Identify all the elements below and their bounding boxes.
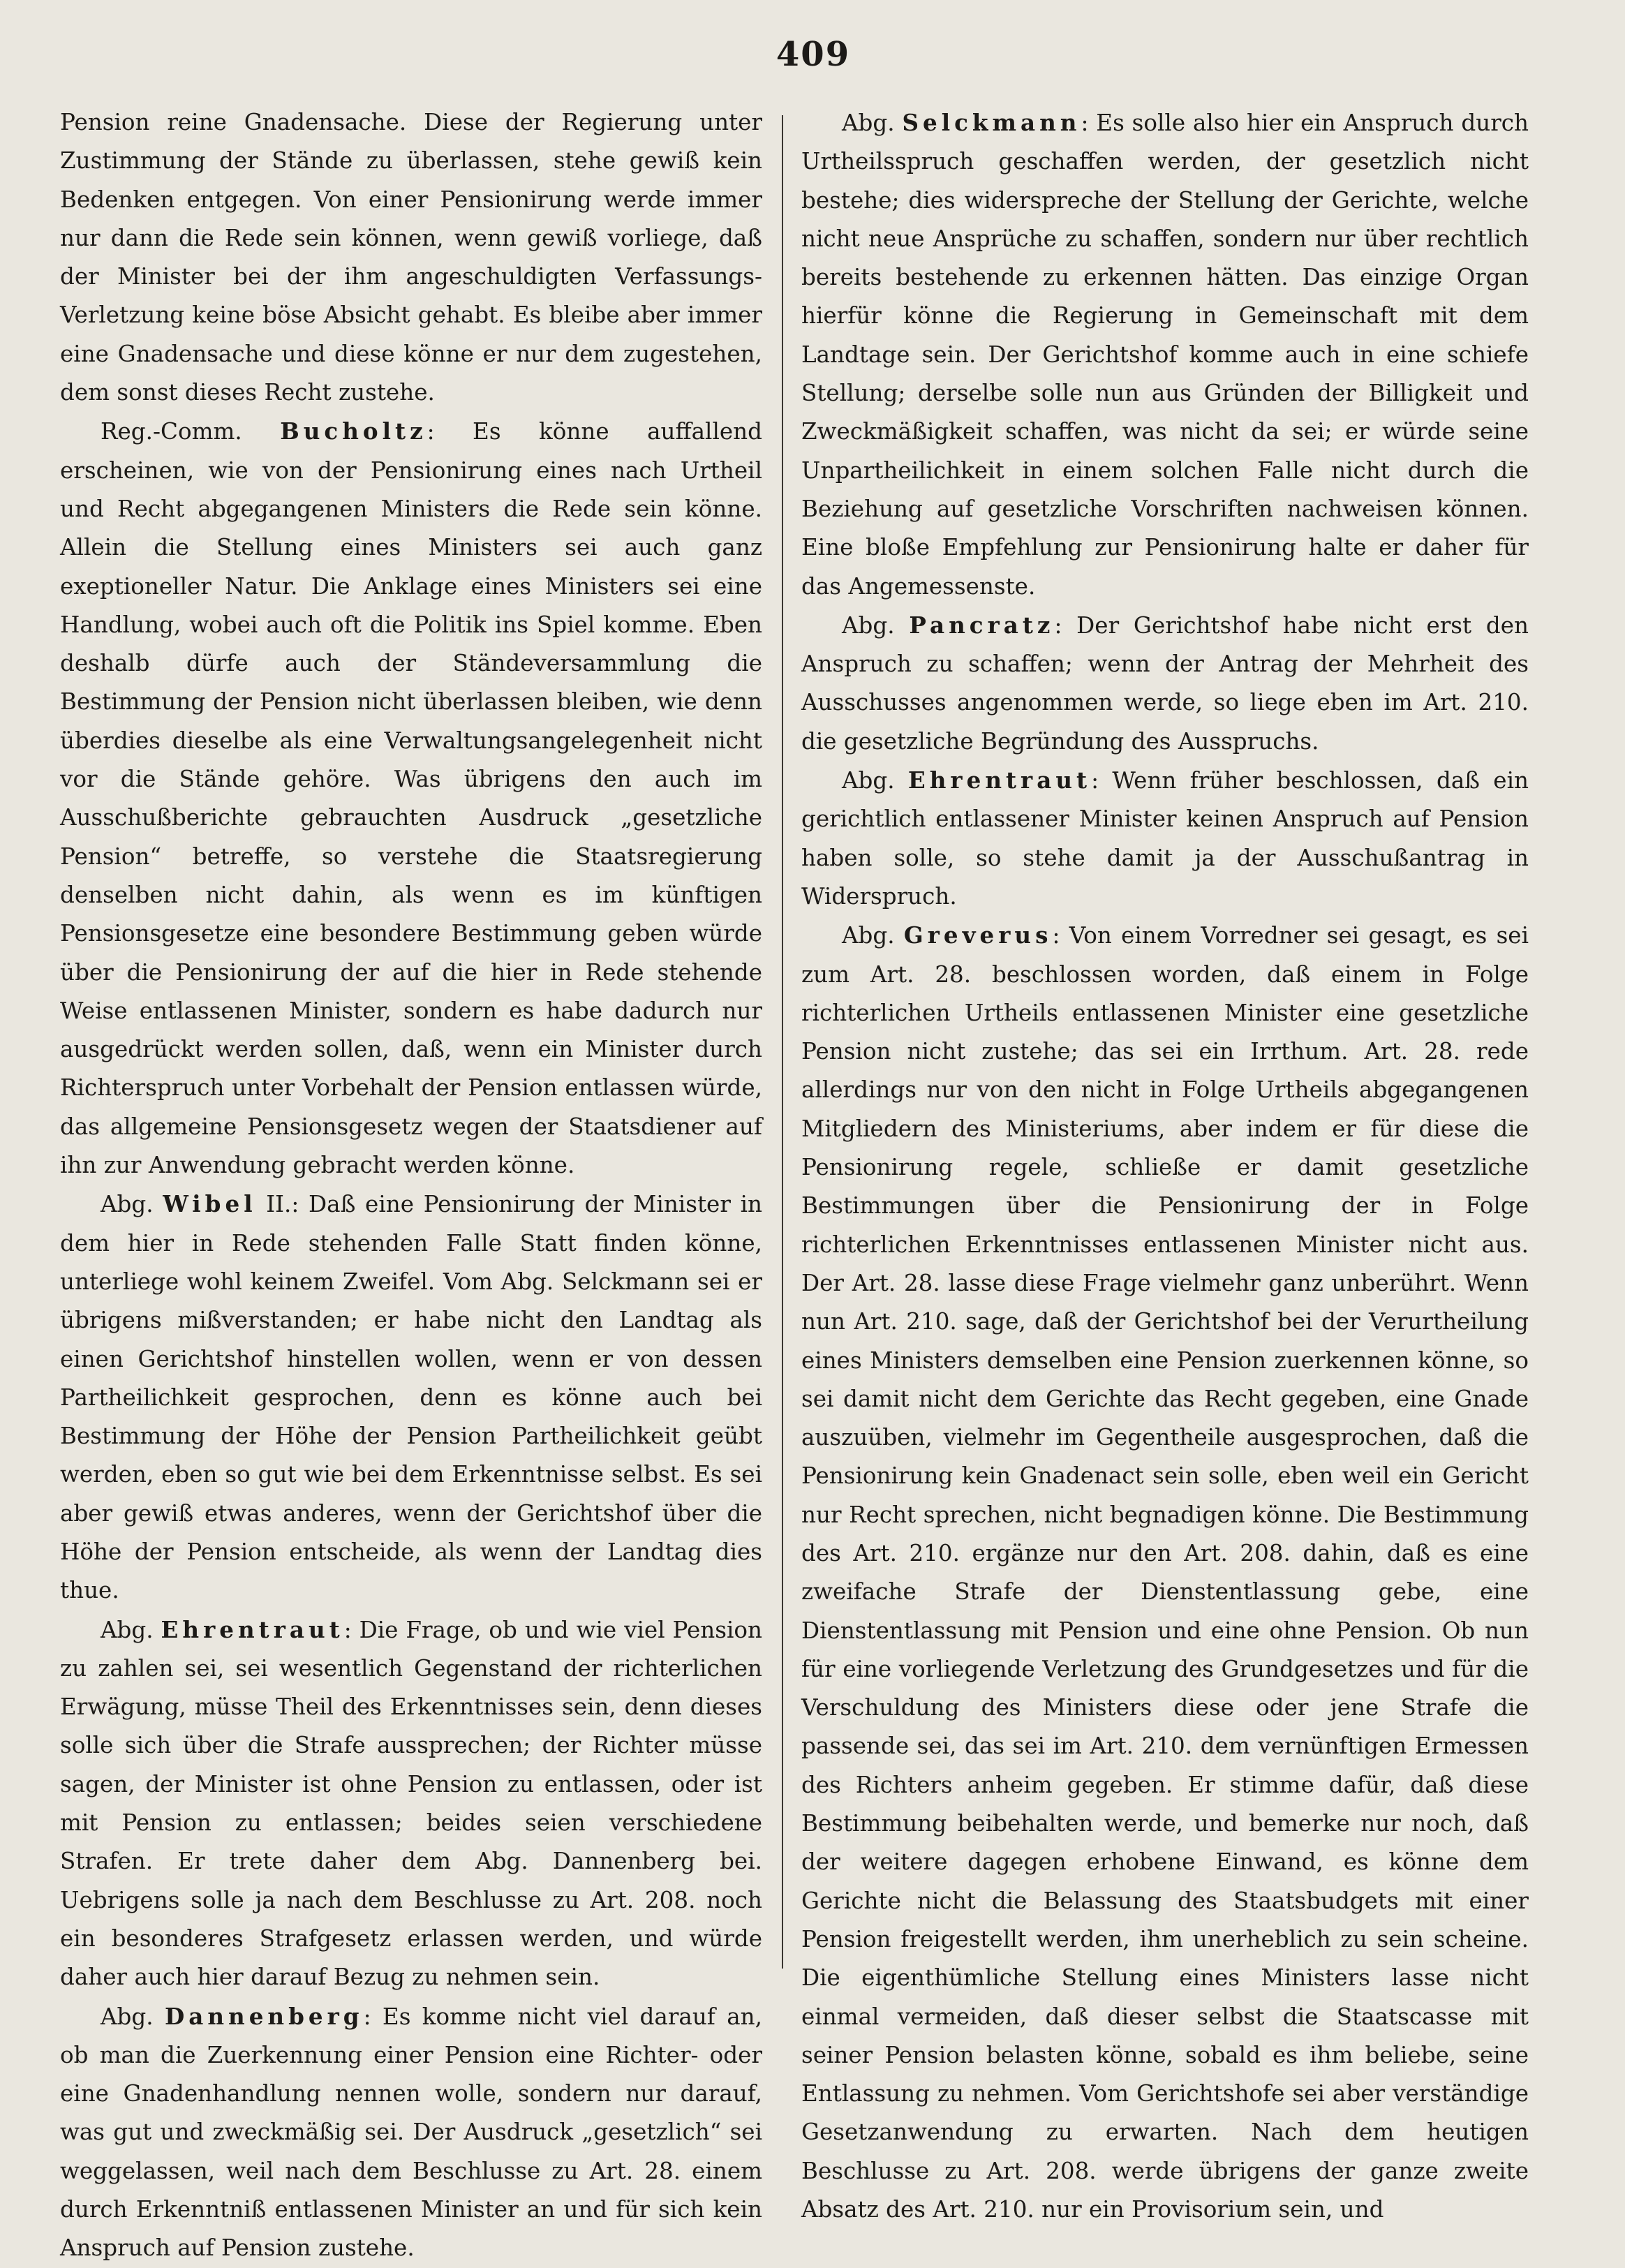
paragraph bbox=[801, 606, 1529, 761]
paragraph-text: II.: Daß eine Pensionirung der Minister in dem hier in Rede stehenden Falle Statt finden könne, unterliege wohl keinem Zweifel. Vom Abg. Selckmann sei er übrigens mißverstanden; er habe nicht den Landtag als einen Gerichtshof hinstellen wollen, wenn er von dessen Partheilichkeit gesprochen, denn es könne auch bei Bestimmung der Höhe der Pension Partheilichkeit geübt werden, eben so gut wie bei dem Erkenntnisse selbst. Es sei aber gewiß etwas anderes, wenn der Gerichtshof über die Höhe der Pension entscheide, als wenn der Landtag dies thue. bbox=[60, 1191, 762, 1604]
speaker-title: Abg. bbox=[842, 110, 895, 136]
speaker-name: Greverus bbox=[903, 921, 1053, 949]
paragraph-text: : Von einem Vorredner sei gesagt, es sei zum Art. 28. beschlossen worden, daß einem in Folge richterlichen Urtheils entlassenen Minister eine gesetzliche Pension nicht zustehe; das sei ein Irrthum. Art. 28. rede allerdings nur von den nicht in Folge Urtheils abgegangenen Mitgliedern des Ministeriums, aber indem er für diese die Pensionirung regele, schließe er damit gesetzliche Bestimmungen über die Pensionirung der in Folge richterlichen Erkenntnisses entlassenen Minister nicht aus. Der Art. 28. lasse diese Frage vielmehr ganz unberührt. Wenn nun Art. 210. sage, daß der Gerichtshof bei der Verurtheilung eines Ministers demselben eine Pension zuerkennen könne, so sei damit nicht dem Gerichte das Recht gegeben, eine Gnade auszuüben, vielmehr im Gegentheile ausgesprochen, daß die Pensionirung kein Gnadenact sein solle, eben weil ein Gericht nur Recht sprechen, nicht begnadigen könne. Die Bestimmung des Art. 210. ergänze nur den Art. 208. dahin, daß es eine zweifache Strafe der Dienstentlassung gebe, eine Dienstentlassung mit Pension und eine ohne Pension. Ob nun für eine vorliegende Verletzung des Grundgesetzes und für die Verschuldung des Ministers diese oder jene Strafe die passende sei, das sei im Art. 210. dem vernünftigen Ermessen des Richters anheim gegeben. Er stimme dafür, daß diese Bestimmung beibehalten werde, und bemerke nur noch, daß der weitere dagegen erhobene Einwand, es könne dem Gerichte nicht die Belassung des Staatsbudgets mit einer Pension freigestellt werden, ihm unerheblich zu sein scheine. Die eigenthümliche Stellung eines Ministers lasse nicht einmal vermeiden, daß dieser selbst die Staatscasse mit seiner Pension belasten könne, sobald es ihm beliebe, seine Entlassung zu nehmen. Vom Gerichtshofe sei aber verständige Gesetzanwendung zu erwarten. Nach dem heutigen Beschlusse zu Art. 208. werde übrigens der ganze zweite Absatz des Art. 210. nur ein Provisorium sein, und bbox=[801, 922, 1529, 2223]
speaker-name: Wibel bbox=[163, 1190, 257, 1218]
column-divider bbox=[782, 115, 783, 1969]
paragraph bbox=[60, 103, 762, 412]
paragraph bbox=[801, 103, 1529, 606]
speaker-name: Selckmann bbox=[902, 109, 1081, 136]
speaker-title: Abg. bbox=[101, 1616, 154, 1643]
right-column bbox=[801, 103, 1529, 2229]
paragraph-text: : Es komme nicht viel darauf an, ob man die Zuerkennung einer Pension eine Richter- oder eine Gnadenhandlung nennen wolle, sondern nur darauf, was gut und zweckmäßig sei. Der Ausdruck „gesetzlich“ sei weggelassen, weil nach dem Beschlusse zu Art. 28. einem durch Erkenntniß entlassenen Minister an und für sich kein Anspruch auf Pension zustehe. bbox=[60, 2003, 762, 2262]
paragraph bbox=[801, 761, 1529, 916]
speaker-title: Abg. bbox=[842, 767, 895, 794]
speaker-name: Ehrentraut bbox=[161, 1615, 344, 1643]
paragraph-text: : Der Gerichtshof habe nicht erst den Anspruch zu schaffen; wenn der Antrag der Mehrheit des Ausschusses angenommen werde, so liege eben im Art. 210. die gesetzliche Begründung des Ausspruchs. bbox=[801, 612, 1529, 755]
speaker-title: Abg. bbox=[101, 2003, 154, 2030]
speaker-name: Pancratz bbox=[909, 611, 1055, 639]
speaker-title: Reg.-Comm. bbox=[101, 418, 242, 445]
paragraph bbox=[60, 412, 762, 1185]
page-number: 409 bbox=[776, 35, 851, 74]
paragraph bbox=[801, 916, 1529, 2229]
speaker-title: Abg. bbox=[101, 1191, 154, 1218]
paragraph-text: : Es solle also hier ein Anspruch durch Urtheilsspruch geschaffen werden, der gesetzlich nicht bestehe; dies widerspreche der Stellung der Gerichte, welche nicht neue Ansprüche zu schaffen, sondern nur über rechtlich bereits bestehende zu erkennen hätten. Das einzige Organ hierfür könne die Regierung in Gemeinschaft mit dem Landtage sein. Der Gerichtshof komme auch in eine schiefe Stellung; derselbe solle nun aus Gründen der Billigkeit und Zweckmäßigkeit schaffen, was nicht da sei; er würde seine Unpartheilichkeit in einem solchen Falle nicht durch die Beziehung auf gesetzliche Vorschriften nachweisen können. Eine bloße Empfehlung zur Pensionirung halte er daher für das Angemessenste. bbox=[801, 110, 1529, 600]
speaker-name: Ehrentraut bbox=[907, 766, 1092, 794]
paragraph bbox=[60, 1997, 762, 2268]
paragraph-text: : Es könne auffallend erscheinen, wie von der Pensionirung eines nach Urtheil und Recht abgegangenen Ministers die Rede sein könne. Allein die Stellung eines Ministers sei auch ganz exeptioneller Natur. Die Anklage eines Ministers sei eine Handlung, wobei auch oft die Politik ins Spiel komme. Eben deshalb dürfe auch der Ständeversammlung die Bestimmung der Pension nicht überlassen bleiben, wie denn überdies dieselbe als eine Verwaltungsangelegenheit nicht vor die Stände gehöre. Was übrigens den auch im Ausschußberichte gebrauchten Ausdruck „gesetzliche Pension“ betreffe, so verstehe die Staatsregierung denselben nicht dahin, als wenn es im künftigen Pensionsgesetze eine besondere Bestimmung geben würde über die Pensionirung der auf die hier in Rede stehende Weise entlassenen Minister, sondern es habe dadurch nur ausgedrückt werden sollen, daß, wenn ein Minister durch Richterspruch unter Vorbehalt der Pension entlassen würde, das allgemeine Pensionsgesetz wegen der Staatsdiener auf ihn zur Anwendung gebracht werden könne. bbox=[60, 418, 762, 1179]
speaker-title: Abg. bbox=[842, 612, 895, 639]
speaker-name: Bucholtz bbox=[280, 417, 427, 445]
paragraph bbox=[60, 1185, 762, 1610]
paragraph bbox=[60, 1610, 762, 1997]
paragraph-text: Pension reine Gnadensache. Diese der Regierung unter Zustimmung der Stände zu überlassen, stehe gewiß kein Bedenken entgegen. Von einer Pensionirung werde immer nur dann die Rede sein können, wenn gewiß vorliege, daß der Minister bei der ihm angeschuldigten Verfassungs-Verletzung keine böse Absicht gehabt. Es bleibe aber immer eine Gnadensache und diese könne er nur dem zugestehen, dem sonst dieses Recht zustehe. bbox=[60, 109, 762, 406]
speaker-name: Dannenberg bbox=[164, 2002, 364, 2030]
paragraph-text: : Wenn früher beschlossen, daß ein gerichtlich entlassener Minister keinen Anspruch auf Pension haben solle, so stehe damit ja der Ausschußantrag in Widerspruch. bbox=[801, 767, 1529, 910]
left-column bbox=[60, 103, 762, 2268]
speaker-title: Abg. bbox=[842, 922, 895, 949]
paragraph-text: : Die Frage, ob und wie viel Pension zu zahlen sei, sei wesentlich Gegenstand der richterlichen Erwägung, müsse Theil des Erkenntnisses sein, denn dieses solle sich über die Strafe aussprechen; der Richter müsse sagen, der Minister ist ohne Pension zu entlassen, oder ist mit Pension zu entlassen; beides seien verschiedene Strafen. Er trete daher dem Abg. Dannenberg bei. Uebrigens solle ja nach dem Beschlusse zu Art. 208. noch ein besonderes Strafgesetz erlassen werden, und würde daher auch hier darauf Bezug zu nehmen sein. bbox=[60, 1616, 763, 1991]
